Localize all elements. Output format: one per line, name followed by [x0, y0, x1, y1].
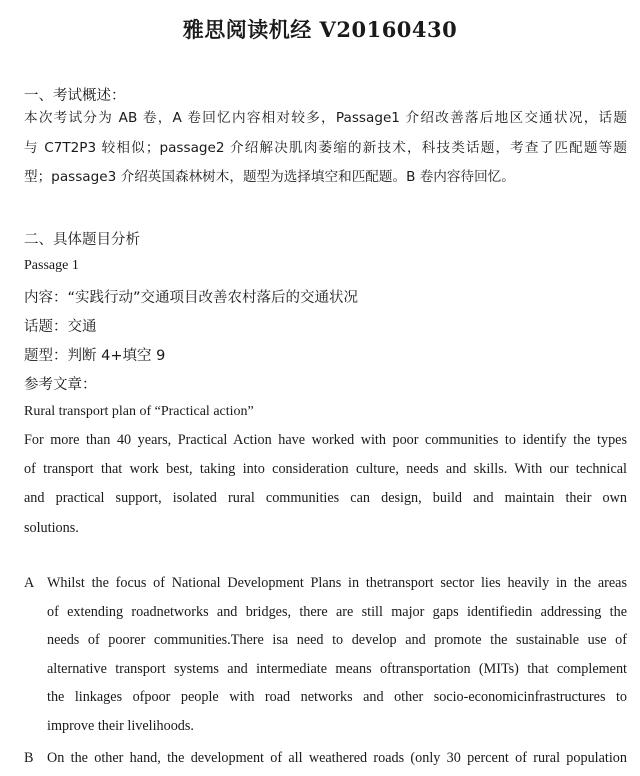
intro-line: solutions.: [24, 519, 79, 536]
article-intro: [24, 426, 627, 543]
content-line: 内容：“实践行动”交通项目改善农村落后的交通状况: [24, 290, 359, 306]
summary-line: 型；passage3 介绍英国森林树木，题型为选择填空和匹配题。B 卷内容待回忆。: [24, 169, 515, 185]
paragraph-a-line: needs of poorer communities.There isa need to develop and promote the sustainable use of: [47, 632, 627, 648]
paragraph-a-line: alternative transport systems and intermediate means oftransportation (MITs) that complement: [47, 660, 627, 677]
intro-line: and practical support, isolated rural communities can design, build and maintain their own: [24, 490, 627, 507]
type-line: 题型：判断 4+填空 9: [24, 348, 166, 364]
paragraph-a-line: improve their livelihoods.: [47, 717, 194, 734]
reference-label: 参考文章：: [24, 377, 97, 393]
section1-heading: 一、考试概述：: [24, 88, 126, 104]
paragraph-a-line: of extending roadnetworks and bridges, there are still major gaps identifiedin addressing the: [47, 603, 627, 620]
summary-line: 与 C7T2P3 较相似；passage2 介绍解决肌肉萎缩的新技术，科技类话题，考查了匹配题等题: [24, 139, 627, 156]
intro-line: of transport that work best, taking into consideration culture, needs and skills. With our technical: [24, 461, 627, 478]
section2-heading: 二、具体题目分析: [24, 232, 140, 248]
section1-summary: [24, 104, 627, 193]
passage-label: Passage 1: [24, 258, 79, 273]
paragraph-b: [47, 744, 627, 773]
paragraph-a-marker: A: [24, 575, 35, 591]
paragraph-b-marker: B: [24, 750, 34, 766]
document-title: 雅思阅读机经 V20160430: [182, 17, 458, 42]
paragraph-a-line: the linkages ofpoor people with road networks and other socio-economicinfrastructures to: [47, 689, 627, 705]
paragraph-a-line: Whilst the focus of National Development Plans in thetransport sector lies heavily in the areas: [47, 575, 627, 591]
paragraph-b-line: On the other hand, the development of all weathered roads (only 30 percent of rural population: [47, 750, 627, 766]
paragraph-a: [47, 569, 627, 740]
intro-line: For more than 40 years, Practical Action have worked with poor communities to identify the types: [24, 432, 627, 448]
article-title: Rural transport plan of “Practical action”: [24, 404, 254, 419]
summary-line: 本次考试分为 AB 卷，A 卷回忆内容相对较多，Passage1 介绍改善落后地区交通状况，话题: [24, 110, 627, 126]
topic-line: 话题：交通: [24, 319, 97, 335]
